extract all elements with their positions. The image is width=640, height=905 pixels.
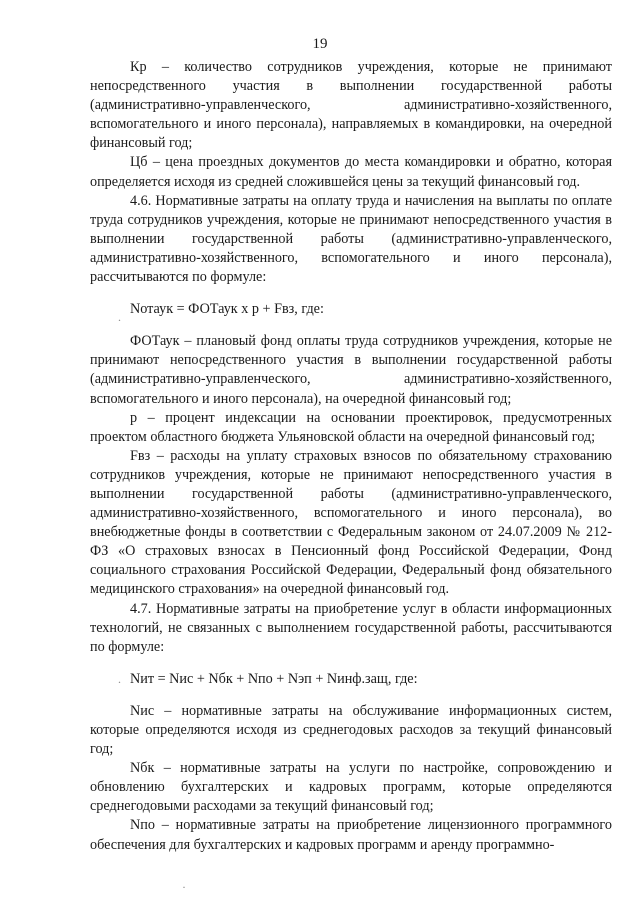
scan-dot-mark: . xyxy=(118,672,121,686)
definition-p: р – процент индексации на основании проектировок, предусмотренных проектом областного бюджета Ульяновской области на очередной финансовый год; xyxy=(90,409,612,445)
scan-dot-mark: . xyxy=(118,310,121,324)
definition-kr: Кр – количество сотрудников учреждения, которые не принимают непосредственного участия в выполнении государственной работы (административно-управленческого, административно-хозяйственного, вспомогательного и иного персонала), направляемых в командировки, на очередной финансовый год; xyxy=(90,59,612,152)
section-4-7: 4.7. Нормативные затраты на приобретение услуг в области информационных технологий, не связанных с выполнением государственной работы, рассчитываются по формуле: xyxy=(90,600,612,655)
definition-nbk: Nбк – нормативные затраты на услуги по настройке, сопровождению и обновлению бухгалтерских и кадровых программ, которые определяются среднегодовыми расходами за текущий финансовый год; xyxy=(90,760,612,815)
formula-salary: Nотаук = ФОТаук х р + Fвз, где: xyxy=(130,301,324,318)
section-4-6: 4.6. Нормативные затраты на оплату труда и начисления на выплаты по оплате труда сотрудников учреждения, которые не принимают непосредственного участия в выполнении государственной работы (административно-управленческого, административно-хозяйственного, вспомогательного и иного персонала), рассчитываются по формуле: xyxy=(90,192,612,286)
definition-npo: Nпо – нормативные затраты на приобретение лицензионного программного обеспечения для бухгалтерских и кадровых программ и аренду программно- xyxy=(90,817,612,853)
definition-fot: ФОТаук – плановый фонд оплаты труда сотрудников учреждения, которые не принимают непосредственного участия в выполнении государственной работы (административно-управленческого, административно-хозяйственного, вспомогательного и иного персонала), на очередной финансовый год; xyxy=(90,333,612,407)
definition-fvz: Fвз – расходы на уплату страховых взносов по обязательному страхованию сотрудников учреждения, которые не принимают непосредственного участия в выполнении государственной работы (административно-управленческого, административно-хозяйственного, вспомогательного и иного персонала), во внебюджетные фонды в соответствии с Федеральным законом от 24.07.2009 № 212-ФЗ «О страховых взносах в Пенсионный фонд Российской Федерации, Фонд социального страхования Российской Федерации, Федеральный фонд обязательного медицинского страхования» на очередной финансовый год. xyxy=(90,447,612,598)
scan-dot-mark: · xyxy=(182,880,186,894)
definition-nis: Nис – нормативные затраты на обслуживание информационных систем, которые определяются исходя из среднегодовых расходов за текущий финансовый год; xyxy=(90,702,612,758)
formula-it: Nит = Nис + Nбк + Nпо + Nэп + Nинф.защ, где: xyxy=(130,670,418,687)
page-number: 19 xyxy=(312,36,328,52)
definition-cb: Цб – цена проездных документов до места командировки и обратно, которая определяется исходя из средней сложившейся цены за текущий финансовый год. xyxy=(90,154,612,190)
document-body xyxy=(90,58,612,855)
